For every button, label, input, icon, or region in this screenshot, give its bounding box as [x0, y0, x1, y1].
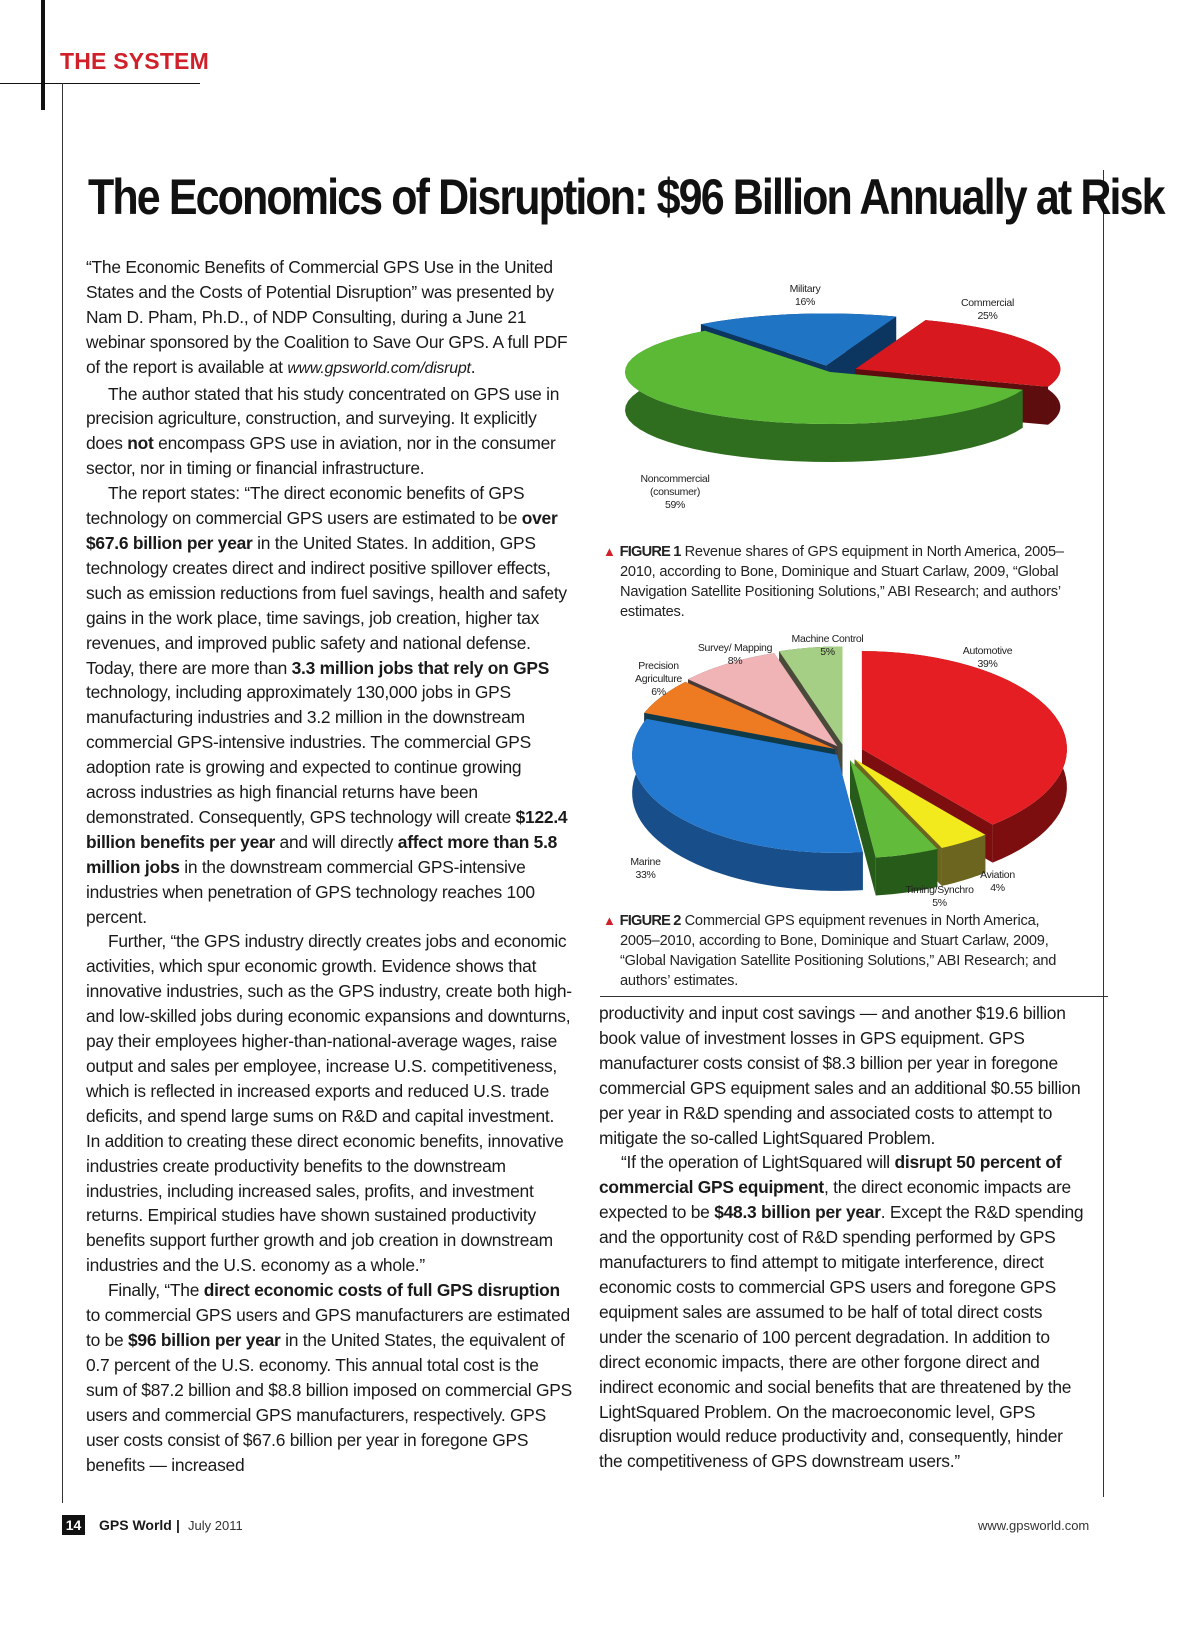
label-marine	[623, 856, 668, 882]
label-timing-name: Timing/Synchro	[905, 884, 974, 896]
bold-text: not	[127, 433, 154, 454]
text-run: The report states: “The direct economic benefits of GPS technology on commercial GPS users are estimated to be	[86, 483, 525, 529]
footer-url[interactable]: www.gpsworld.com	[978, 1518, 1090, 1533]
label-machine-control	[780, 633, 875, 659]
text-run: encompass GPS use in aviation, nor in the consumer sector, nor in timing or financial infrastructure.	[86, 433, 556, 479]
bold-text: disrupt 50 percent of commercial GPS equipment	[599, 1152, 1062, 1198]
label-automotive-name: Automotive	[962, 645, 1013, 657]
label-noncommercial-sub: (consumer)	[649, 486, 701, 498]
text-run: , the direct economic impacts are expected to be	[599, 1177, 1071, 1223]
label-machine-value: 5%	[820, 646, 835, 658]
text-run: “The Economic Benefits of Commercial GPS Use in the United States and the Costs of Potential Disruption” was presented by Nam D. Pham, Ph.D., of NDP Consulting, during a June 21 webinar sponsored by the Coalition to Save Our GPS. A full PDF of the report is available at	[86, 257, 568, 377]
text-run: productivity and input cost savings — and another $19.6 billion book value of investment losses in GPS equipment. GPS manufacturer costs consist of $8.3 billion per year in foregone commercial GPS equipment sales and an additional $0.55 billion per year in R&D spending and associated costs to attempt to mitigate the so-called LightSquared Problem.	[599, 1003, 1081, 1148]
section-label: THE SYSTEM	[60, 48, 209, 74]
label-military-value: 16%	[794, 296, 816, 308]
bold-text: $96 billion per year	[128, 1329, 281, 1350]
label-precision-sub: Agriculture	[635, 673, 682, 685]
magazine-name: GPS World	[99, 1517, 172, 1533]
issue-date: July 2011	[188, 1518, 243, 1533]
bold-text: 3.3 million jobs that rely on GPS	[291, 657, 550, 678]
bold-text: affect more than 5.8 million jobs	[86, 831, 558, 877]
text-run: to commercial GPS users and GPS manufacturers are estimated to be	[86, 1305, 570, 1350]
text-run: .	[470, 356, 476, 377]
figure1-caption	[603, 542, 1073, 622]
bold-text: $122.4 billion benefits per year	[86, 806, 568, 852]
label-precision-agriculture	[626, 660, 691, 699]
label-noncommercial-value: 59%	[664, 499, 686, 511]
figure2-label: FIGURE 2	[619, 913, 681, 929]
label-commercial	[945, 297, 1030, 323]
text-run: in the downstream commercial GPS-intensive industries when penetration of GPS technology reaches 100 percent.	[86, 856, 535, 927]
label-aviation-name: Aviation	[980, 869, 1015, 881]
label-commercial-name: Commercial	[960, 297, 1014, 309]
text-run: . Except the R&D spending and the opportunity cost of R&D spending performed by GPS manufacturers to find attempt to mitigate interference, direct economic costs to commercial GPS users and foregone GPS equipment sales are assumed to be half of total direct costs under the scenario of 100 percent degradation. In addition to direct economic impacts, there are other forgone direct and indirect economic and social benefits that are threatened by the LightSquared Problem. On the macroeconomic level, GPS disruption would reduce productivity and, consequently, hinder the competitiveness of GPS downstream users.”	[599, 1202, 1084, 1472]
label-automotive	[950, 645, 1025, 671]
label-survey	[685, 642, 785, 668]
label-survey-value: 8%	[727, 655, 743, 667]
label-marine-value: 33%	[635, 869, 656, 881]
figure1-label: FIGURE 1	[619, 544, 681, 560]
label-automotive-value: 39%	[977, 658, 998, 670]
bold-text: $48.3 billion per year	[714, 1202, 881, 1223]
triangle-icon: ▲	[603, 913, 616, 928]
bold-text: direct economic costs of full GPS disruption	[203, 1280, 560, 1301]
label-precision-value: 6%	[651, 686, 666, 698]
text-run: in the United States. In addition, GPS technology creates direct and indirect positive spillover effects, such as emission reductions from fuel savings, health and safety gains in the work place, time savings, job creation, higher tax revenues, and improved public safety and national defense. Today, there are more than	[86, 532, 567, 678]
text-run: technology, including approximately 130,000 jobs in GPS manufacturing industries and 3.2 million in the downstream commercial GPS-intensive industries. The commercial GPS adoption rate is growing and expected to continue growing across industries as high financial returns have been demonstrated. Consequently, GPS technology will create	[86, 682, 531, 827]
label-commercial-value: 25%	[977, 310, 998, 322]
figure2-caption	[603, 911, 1073, 991]
label-noncommercial	[630, 473, 720, 512]
figure2-caption-text: Commercial GPS equipment revenues in North America, 2005–2010, according to Bone, Dominique and Stuart Carlaw, 2009, “Global Navigation Satellite Positioning Solutions,” ABI Research; and authors’ estimates.	[620, 913, 1057, 989]
label-military-name: Military	[789, 283, 821, 295]
footer-separator: |	[176, 1517, 180, 1533]
bold-text: over $67.6 billion per year	[86, 508, 558, 553]
page-number: 14	[62, 1515, 85, 1535]
label-marine-name: Marine	[630, 856, 661, 868]
text-run: in the United States, the equivalent of 0.7 percent of the U.S. economy. This annual total cost is the sum of $87.2 billion and $8.8 billion imposed on commercial GPS users and commercial GPS manufacturers, respectively. GPS user costs consist of $67.6 billion per year in foregone GPS benefits — increased	[86, 1329, 572, 1475]
text-run: Further, “the GPS industry directly creates jobs and economic activities, which spur economic growth. Evidence shows that innovative industries, such as the GPS industry, create both high- and low-skilled jobs during economic expansions and downturns, pay their employees higher-than-national-average wages, raise output and sales per employee, increase U.S. competitiveness, which is reflected in increased exports and reduced U.S. trade deficits, and spend large sums on R&D and capital investment. In addition to creating these direct economic benefits, innovative industries create productivity benefits to the downstream industries, including increased sales, profits, and investment returns. Empirical studies have shown sustained productivity benefits support further growth and job creation in downstream industries and the U.S. economy as a whole.”	[86, 931, 572, 1276]
article-title: The Economics of Disruption: $96 Billion Annually at Risk	[88, 169, 1164, 225]
text-run: Finally, “The	[108, 1280, 204, 1301]
triangle-icon: ▲	[603, 544, 616, 559]
figure1-caption-text: Revenue shares of GPS equipment in North America, 2005–2010, according to Bone, Dominique and Stuart Carlaw, 2009, “Global Navigation Satellite Positioning Solutions,” ABI Research; and authors’ estimates.	[620, 544, 1064, 620]
label-precision-name: Precision	[638, 660, 679, 672]
text-run: The author stated that his study concentrated on GPS use in precision agriculture, construction, and surveying. It explicitly does	[86, 383, 560, 454]
label-aviation-value: 4%	[990, 882, 1005, 894]
label-timing-value: 5%	[932, 897, 947, 909]
label-machine-name: Machine Control	[791, 633, 864, 645]
link-text[interactable]: www.gpsworld.com/disrupt	[287, 359, 471, 377]
label-military	[770, 283, 840, 309]
label-timing	[897, 884, 982, 910]
text-run: and will directly	[274, 831, 398, 852]
label-noncommercial-name: Noncommercial	[640, 473, 710, 485]
text-run: “If the operation of LightSquared will	[621, 1152, 895, 1173]
label-survey-name: Survey/ Mapping	[697, 642, 773, 654]
